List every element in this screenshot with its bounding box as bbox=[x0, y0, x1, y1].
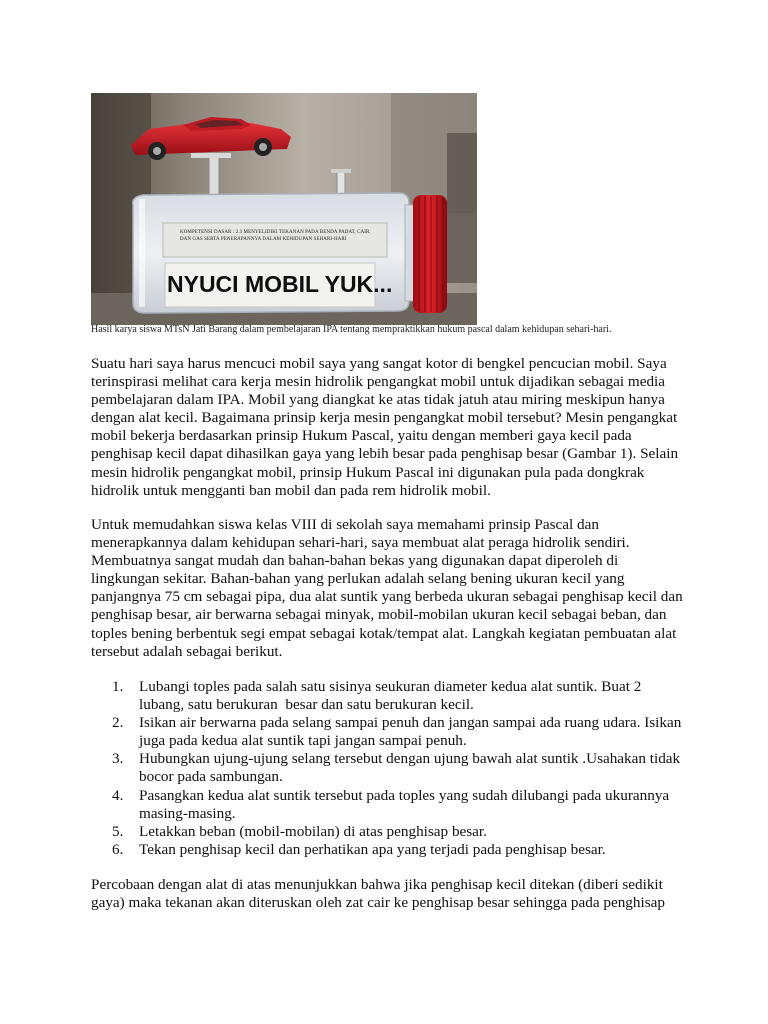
step-text-line: Letakkan beban (mobil-mobilan) di atas penghisap besar. bbox=[139, 822, 487, 840]
paragraph-line: hidrolik untuk mengganti ban mobil dan pada rem hidrolik mobil. bbox=[91, 481, 491, 499]
paragraph-line: mesin hidrolik pengangkat mobil, prinsip Hukum Pascal ini digunakan pula pada dongkrak bbox=[91, 463, 645, 481]
step-item bbox=[91, 841, 691, 859]
steps-list bbox=[91, 678, 691, 859]
step-item bbox=[91, 823, 691, 841]
step-number: 3. bbox=[112, 750, 124, 768]
paragraph-line: Membuatnya sangat mudah dan bahan-bahan bekas yang digunakan dapat diperoleh di bbox=[91, 552, 619, 570]
paragraph-line: dengan alat kecil. Bagaimana prinsip kerja mesin pengangkat mobil tersebut? Mesin pengangkat bbox=[91, 409, 678, 427]
step-item bbox=[91, 678, 691, 714]
photo-banner-text: NYUCI MOBIL YUK... bbox=[167, 271, 393, 297]
step-number: 6. bbox=[112, 840, 124, 858]
step-text-line: Hubungkan ujung-ujung selang tersebut dengan ujung bawah alat suntik .Usahakan tidak bbox=[139, 750, 681, 768]
step-text-line: Pasangkan kedua alat suntik tersebut pada toples yang sudah dilubangi pada ukurannya bbox=[139, 786, 670, 804]
hydraulic-model-photo bbox=[91, 93, 477, 325]
paragraph-line: tersebut adalah sebagai berikut. bbox=[91, 642, 283, 660]
step-text-line: masing-masing. bbox=[139, 804, 236, 822]
competency-label-text: KOMPETENSI DASAR : 2.3 MENYELIDIKI TEKANAN PADA BENDA PADAT, CAIR, DAN GAS SERTA PENERAPANNYA DALAM KEHIDUPAN SEHARI-HARI bbox=[180, 230, 371, 242]
paragraph-line: Percobaan dengan alat di atas menunjukkan bahwa jika penghisap kecil ditekan (diberi sedikit bbox=[91, 876, 663, 893]
paragraph-line: panjangnya 75 cm sebagai pipa, dua alat suntik yang berbeda ukuran sebagai penghisap kecil dan bbox=[91, 588, 683, 606]
paragraph-line: Suatu hari saya harus mencuci mobil saya yang sangat kotor di bengkel pencucian mobil. Saya bbox=[91, 355, 667, 372]
step-text-line: bocor pada sambungan. bbox=[139, 768, 283, 786]
paragraph-line: menerapkannya dalam kehidupan sehari-hari, saya membuat alat peraga hidrolik sendiri. bbox=[91, 534, 630, 552]
paragraph-line: gaya) maka tekanan akan diteruskan oleh zat cair ke penghisap besar sehingga pada penghisap bbox=[91, 894, 665, 912]
figure-caption: Hasil karya siswa MTsN Jati Barang dalam pembelajaran IPA tentang mempraktikkan hukum pascal dalam kehidupan sehari-hari. bbox=[91, 324, 612, 335]
step-item bbox=[91, 787, 691, 823]
step-number: 1. bbox=[112, 678, 124, 695]
paragraph-conclusion bbox=[91, 876, 671, 912]
paragraph-line: mobil bekerja berdasarkan prinsip Hukum Pascal, yaitu dengan memberi gaya kecil pada bbox=[91, 427, 632, 445]
step-number: 4. bbox=[112, 786, 124, 804]
paragraph-line: Untuk memudahkan siswa kelas VIII di sekolah saya memahami prinsip Pascal dan bbox=[91, 516, 599, 533]
paragraph-materials bbox=[91, 516, 683, 661]
step-text-line: lubang, satu berukuran besar dan satu berukuran kecil. bbox=[139, 696, 474, 714]
step-text-line: Isikan air berwarna pada selang sampai penuh dan jangan sampai ada ruang udara. Isikan bbox=[139, 714, 682, 732]
step-text-line: juga pada kedua alat suntik tapi jangan sampai penuh. bbox=[139, 732, 467, 750]
paragraph-line: lingkungan sekitar. Bahan-bahan yang perlukan adalah selang bening ukuran kecil yang bbox=[91, 570, 625, 588]
paragraph-line: toples bening berbentuk segi empat sebagai kotak/tempat alat. Langkah kegiatan pembuatan alat bbox=[91, 624, 677, 642]
paragraph-intro bbox=[91, 355, 679, 500]
paragraph-line: pembelajaran dalam IPA. Mobil yang diangkat ke atas tidak jatuh atau miring meskipun hanya bbox=[91, 391, 665, 409]
paragraph-line: penghisap besar, air berwarna sebagai minyak, mobil-mobilan ukuran kecil sebagai beban, dan bbox=[91, 606, 667, 624]
paragraph-line: penghisap kecil dapat dihasilkan gaya yang lebih besar pada penghisap besar (Gambar 1). Selain bbox=[91, 445, 679, 463]
step-text-line: Tekan penghisap kecil dan perhatikan apa yang terjadi pada penghisap besar. bbox=[139, 840, 606, 858]
paragraph-line: terinspirasi melihat cara kerja mesin hidrolik pengangkat mobil untuk dijadikan sebagai media bbox=[91, 373, 666, 391]
step-item bbox=[91, 750, 691, 786]
step-number: 2. bbox=[112, 714, 124, 732]
step-item bbox=[91, 714, 691, 750]
step-number: 5. bbox=[112, 822, 124, 840]
step-text-line: Lubangi toples pada salah satu sisinya seukuran diameter kedua alat suntik. Buat 2 bbox=[139, 678, 642, 695]
